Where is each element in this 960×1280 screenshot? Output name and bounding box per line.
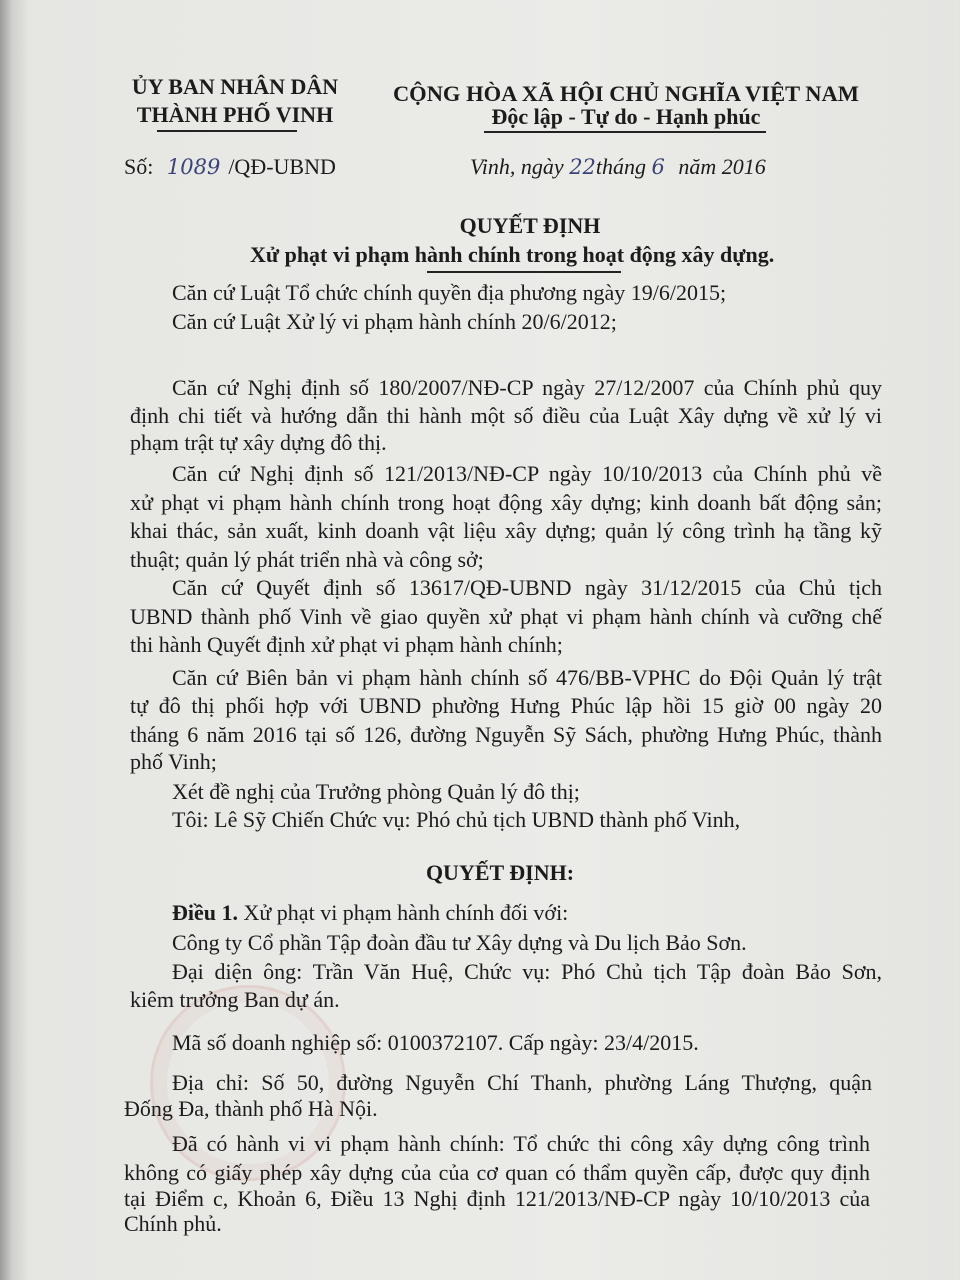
date-day: 22 (569, 155, 596, 179)
preamble-proposal: Xét đề nghị của Trưởng phòng Quản lý đô thị; (172, 779, 580, 804)
preamble-decree-121: xử phạt vi phạm hành chính trong hoạt động xây dựng; kinh doanh bất động sản; (130, 490, 882, 515)
preamble-record-476: tự đô thị phối hợp với UBND phường Hưng Phúc lập hồi 15 giờ 00 ngày 20 (130, 693, 882, 718)
number-handwritten: 1089 (166, 155, 221, 179)
article1-text: Xử phạt vi phạm hành chính đối với: (238, 900, 569, 925)
date-month-label: tháng (595, 154, 647, 179)
agency-line1: ỦY BAN NHÂN DÂN (131, 74, 339, 99)
nation-underline (484, 131, 766, 133)
preamble-decree-121: thuật; quản lý phát triển nhà và công sở; (130, 547, 484, 572)
preamble-law-local-gov: Căn cứ Luật Tổ chức chính quyền địa phương ngày 19/6/2015; (172, 280, 727, 305)
article1-representative: kiêm trưởng Ban dự án. (130, 987, 340, 1012)
preamble-decree-180: định chi tiết và hướng dẫn thi hành một số điều của Luật Xây dựng về xử lý vi (130, 403, 882, 428)
nation-line2: Độc lập - Tự do - Hạnh phúc (491, 104, 761, 129)
preamble-decree-180: phạm trật tự xây dựng đô thị. (130, 430, 387, 455)
article1-address: Địa chỉ: Số 50, đường Nguyễn Chí Thanh, phường Láng Thượng, quận (172, 1070, 872, 1095)
number-suffix: /QĐ-UBND (228, 154, 336, 179)
article1-violation: tại Điểm c, Khoản 6, Điều 13 Nghị định 121/2013/NĐ-CP ngày 10/10/2013 của (124, 1186, 870, 1211)
preamble-decision-13617: thi hành Quyết định xử phạt vi phạm hành chính; (130, 632, 563, 657)
article1-address: Đống Đa, thành phố Hà Nội. (124, 1096, 378, 1121)
article1-violation: Chính phủ. (124, 1211, 222, 1236)
article1-business-id: Mã số doanh nghiệp số: 0100372107. Cấp ngày: 23/4/2015. (172, 1030, 699, 1055)
nation-line1: CỘNG HÒA XÃ HỘI CHỦ NGHĨA VIỆT NAM (392, 81, 860, 106)
preamble-record-476: tháng 6 năm 2016 tại số 126, đường Nguyễn Sỹ Sách, phường Hưng Phúc, thành (130, 722, 882, 747)
preamble-decision-13617: Căn cứ Quyết định số 13617/QĐ-UBND ngày 31/12/2015 của Chủ tịch (172, 575, 882, 600)
preamble-decision-13617: UBND thành phố Vinh về giao quyền xử phạt vi phạm hành chính và cưỡng chế (130, 604, 882, 629)
date-prefix: Vinh, ngày (470, 154, 564, 179)
date-year: năm 2016 (678, 154, 766, 179)
preamble-record-476: Căn cứ Biên bản vi phạm hành chính số 476/BB-VPHC do Đội Quản lý trật (172, 665, 882, 690)
preamble-decree-121: khai thác, sản xuất, kinh doanh vật liệu xây dựng; quản lý công trình hạ tầng kỹ (130, 518, 882, 543)
article1-company: Công ty Cổ phần Tập đoàn đầu tư Xây dựng và Du lịch Bảo Sơn. (172, 930, 747, 955)
date-month: 6 (651, 155, 665, 179)
preamble-decree-180: Căn cứ Nghị định số 180/2007/NĐ-CP ngày 27/12/2007 của Chính phủ quy (172, 375, 882, 400)
preamble-record-476: phố Vinh; (130, 749, 217, 774)
agency-line2: THÀNH PHỐ VINH (136, 102, 334, 127)
agency-underline (157, 130, 297, 132)
decision-heading: QUYẾT ĐỊNH: (425, 860, 575, 885)
document-date (470, 154, 766, 180)
title-main: QUYẾT ĐỊNH (459, 213, 601, 238)
title-subtitle: Xử phạt vi phạm hành chính trong hoạt động xây dựng. (250, 242, 775, 267)
preamble-decree-121: Căn cứ Nghị định số 121/2013/NĐ-CP ngày 10/10/2013 của Chính phủ về (172, 461, 882, 486)
title-underline (427, 271, 621, 273)
number-label: Số: (124, 154, 154, 179)
article1-violation: không có giấy phép xây dựng của của cơ quan có thẩm quyền cấp, được quy định (124, 1160, 870, 1185)
preamble-law-violations: Căn cứ Luật Xử lý vi phạm hành chính 20/6/2012; (172, 309, 617, 334)
article1-violation: Đã có hành vi vi phạm hành chính: Tổ chức thi công xây dựng công trình (172, 1131, 870, 1156)
article1-label: Điều 1. (172, 900, 238, 925)
document-number (124, 154, 336, 180)
preamble-signer: Tôi: Lê Sỹ Chiến Chức vụ: Phó chủ tịch UBND thành phố Vinh, (172, 807, 741, 832)
article1-heading (172, 900, 568, 926)
article1-representative: Đại diện ông: Trần Văn Huệ, Chức vụ: Phó Chủ tịch Tập đoàn Bảo Sơn, (172, 959, 882, 984)
